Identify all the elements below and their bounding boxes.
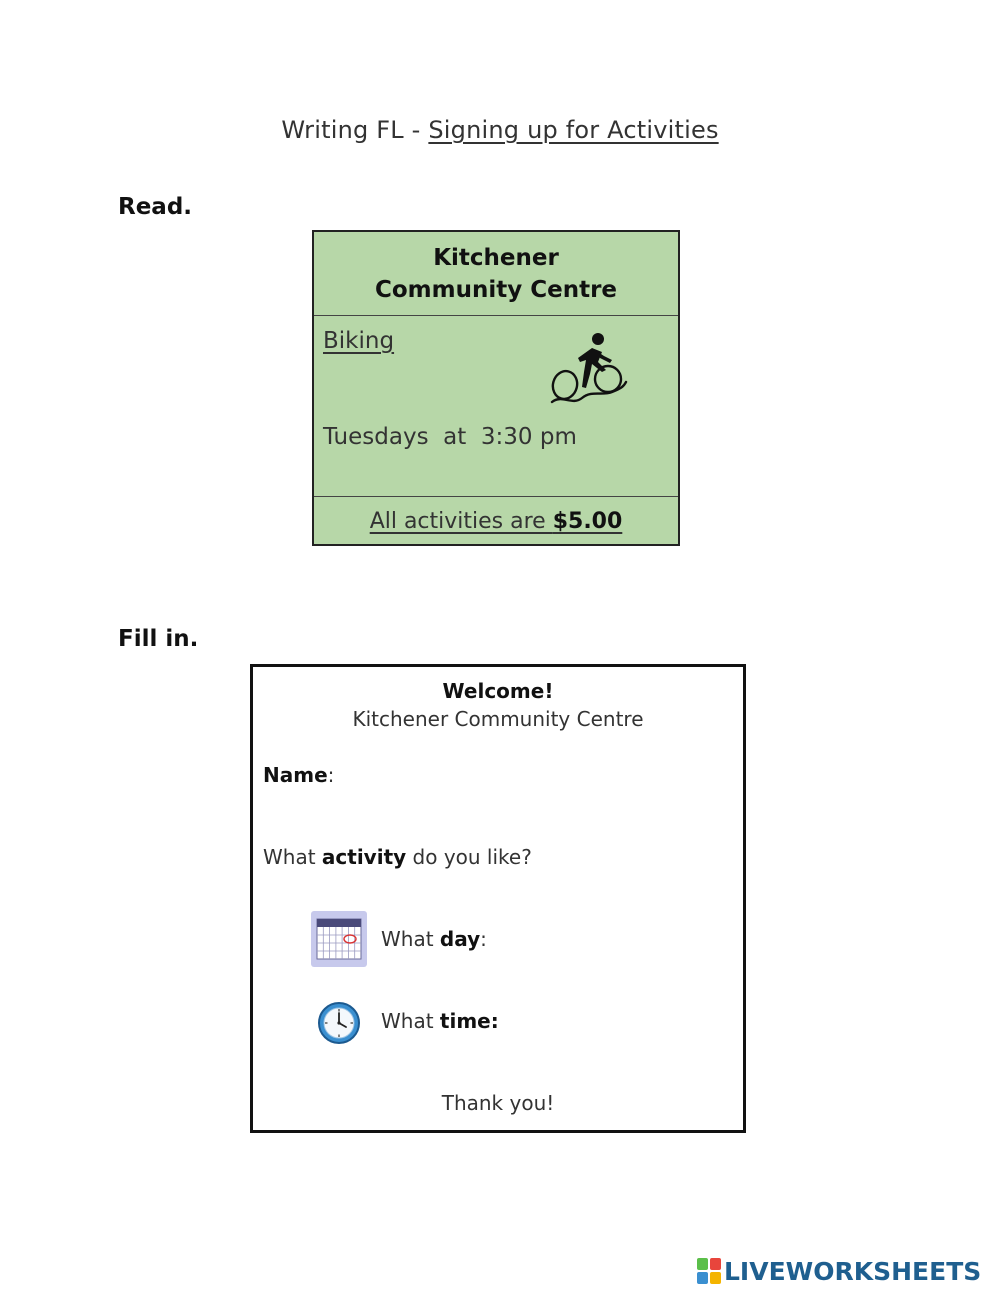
activity-notice-card bbox=[312, 230, 680, 546]
title-topic: Signing up for Activities bbox=[428, 116, 719, 144]
notice-schedule: Tuesdays at 3:30 pm bbox=[323, 424, 577, 450]
time-question-pre: What bbox=[381, 1009, 440, 1033]
notice-header bbox=[314, 232, 678, 316]
page-title bbox=[0, 116, 1000, 144]
form-welcome: Welcome! bbox=[442, 679, 554, 703]
notice-header-line1: Kitchener bbox=[433, 245, 559, 271]
price-statement bbox=[370, 509, 623, 534]
form-thanks: Thank you! bbox=[441, 1091, 555, 1115]
price-prefix: All activities are bbox=[369, 509, 553, 534]
cyclist-icon bbox=[548, 332, 630, 408]
activity-question-post: do you like? bbox=[406, 845, 532, 869]
day-question-bold: day bbox=[439, 927, 481, 951]
activity-question[interactable] bbox=[263, 845, 532, 869]
notice-footer bbox=[314, 496, 678, 545]
title-prefix: Writing FL - bbox=[281, 116, 429, 144]
liveworksheets-logo bbox=[697, 1256, 981, 1286]
name-colon: : bbox=[327, 763, 335, 787]
calendar-icon bbox=[311, 911, 367, 967]
signup-form bbox=[250, 664, 746, 1133]
day-question-pre: What bbox=[381, 927, 440, 951]
read-heading: Read. bbox=[118, 194, 193, 220]
brand-name: LIVEWORKSHEETS bbox=[724, 1256, 982, 1286]
name-label: Name bbox=[263, 763, 328, 787]
form-organization: Kitchener Community Centre bbox=[352, 707, 644, 731]
time-question[interactable] bbox=[381, 1009, 499, 1033]
day-question-colon: : bbox=[480, 927, 487, 951]
notice-header-line2: Community Centre bbox=[374, 277, 618, 303]
clock-icon bbox=[317, 1001, 361, 1045]
fill-heading: Fill in. bbox=[118, 626, 199, 652]
name-field[interactable] bbox=[263, 763, 334, 787]
price-value: $5.00 bbox=[552, 509, 623, 534]
activity-question-bold: activity bbox=[321, 845, 407, 869]
notice-activity-name: Biking bbox=[323, 328, 395, 354]
liveworksheets-mark-icon bbox=[697, 1258, 721, 1284]
time-question-bold: time: bbox=[439, 1009, 499, 1033]
activity-question-pre: What bbox=[263, 845, 322, 869]
day-question[interactable] bbox=[381, 927, 487, 951]
